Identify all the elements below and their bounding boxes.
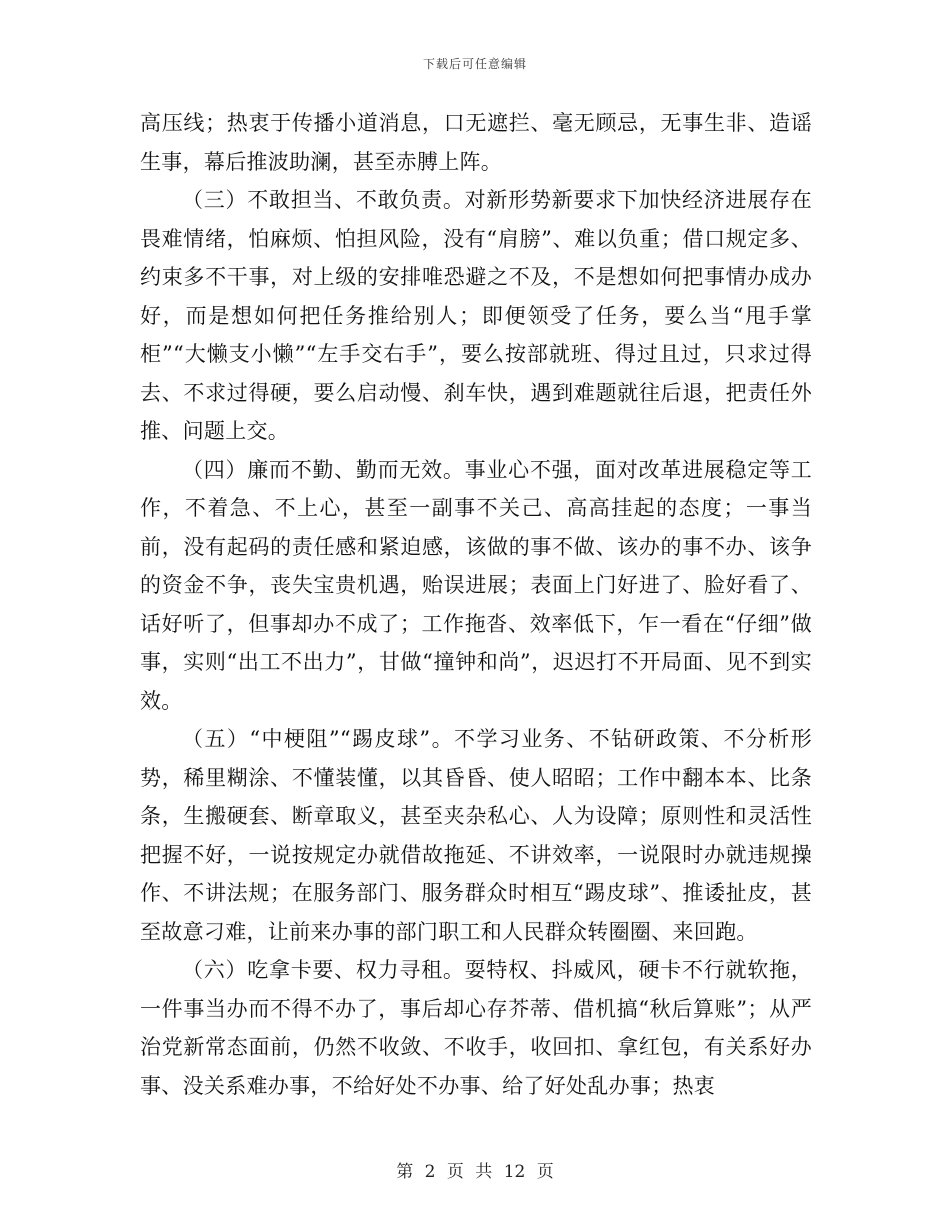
document-body [140, 104, 812, 1105]
paragraph: （五）“中梗阻”“踢皮球”。不学习业务、不钻研政策、不分析形势，稀里糊涂、不懂装懂，以其昏昏、使人昭昭；工作中翻本本、比条条，生搬硬套、断章取义，甚至夹杂私心、人为设障；原则性和灵活性把握不好，一说按规定办就借故拖延、不讲效率，一说限时办就违规操作、不讲法规；在服务部门、服务群众时相互“踢皮球”、推诿扯皮，甚至故意刁难，让前来办事的部门职工和人民群众转圈圈、来回跑。 [140, 727, 812, 944]
paragraph: 高压线；热衷于传播小道消息，口无遮拦、毫无顾忌，无事生非、造谣生事，幕后推波助澜，甚至赤膊上阵。 [140, 111, 812, 174]
paragraph: （三）不敢担当、不敢负责。对新形势新要求下加快经济进展存在畏难情绪，怕麻烦、怕担风险，没有“肩膀”、难以负重；借口规定多、约束多不干事，对上级的安排唯恐避之不及，不是想如何把事情办成办好，而是想如何把任务推给别人；即便领受了任务，要么当“甩手掌柜”“大懒支小懒”“左手交右手”，要么按部就班、得过且过，只求过得去、不求过得硬，要么启动慢、刹车快，遇到难题就往后退，把责任外推、问题上交。 [140, 188, 812, 443]
page-header: 下载后可任意编辑 [422, 57, 527, 71]
paragraph: （四）廉而不勤、勤而无效。事业心不强，面对改革进展稳定等工作，不着急、不上心，甚至一副事不关己、高高挂起的态度；一事当前，没有起码的责任感和紧迫感，该做的事不做、该办的事不办、该争的资金不争，丧失宝贵机遇，贻误进展；表面上门好进了、脸好看了、话好听了，但事却办不成了；工作拖沓、效率低下，乍一看在“仔细”做事，实则“出工不出力”，甘做“撞钟和尚”，迟迟打不开局面、见不到实效。 [140, 457, 812, 713]
page-footer: 第 2 页 共 12 页 [396, 1162, 554, 1182]
paragraph: （六）吃拿卡要、权力寻租。耍特权、抖威风，硬卡不行就软拖，一件事当办而不得不办了，事后却心存芥蒂、借机搞“秋后算账”；从严治党新常态面前，仍然不收敛、不收手，收回扣、拿红包，有关系好办事、没关系难办事，不给好处不办事、给了好处乱办事；热衷 [140, 958, 812, 1098]
